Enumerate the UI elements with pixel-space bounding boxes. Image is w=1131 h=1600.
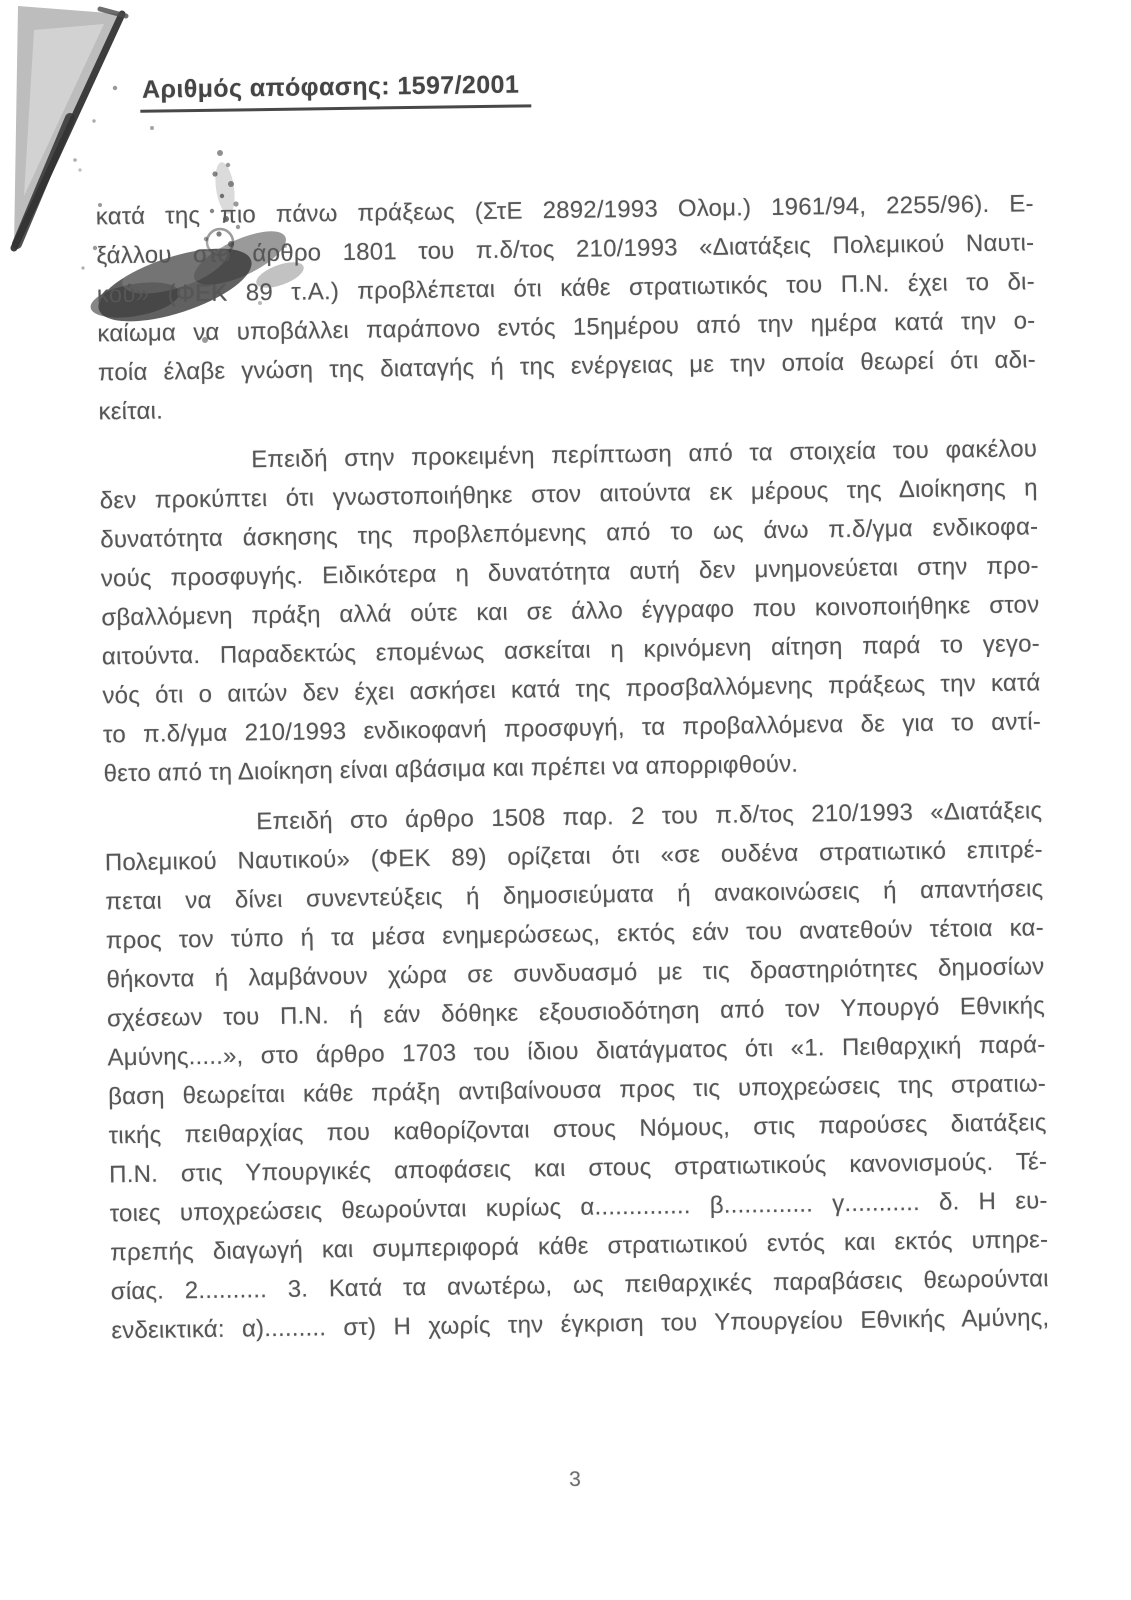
text-line: κού» (ΦΕΚ 89 τ.Α.) προβλέπεται ότι κάθε στρατιωτικός του Π.Ν. έχει το δι- (96, 268, 1035, 309)
text-line: τικής πειθαρχίας που καθορίζονται στους Νόμους, στις παρούσες διατάξεις (108, 1109, 1047, 1150)
text-line: σβαλλόμενη πράξη αλλά ούτε και σε άλλο έγγραφο που κοινοποιήθηκε στον (101, 591, 1040, 632)
text-line: νούς προσφυγής. Ειδικότερα η δυνατότητα αυτή δεν μνημονεύεται στην προ- (100, 552, 1039, 593)
text-line: αιτούντα. Παραδεκτώς επομένως ασκείται η κρινόμενη αίτηση παρά το γεγο- (101, 630, 1041, 671)
text-line: Π.Ν. στις Υπουργικές αποφάσεις και στους στρατιωτικούς κανονισμούς. Τέ- (109, 1148, 1048, 1189)
text-line: δεν προκύπτει ότι γνωστοποιήθηκε στον αιτούντα εκ μέρους της Διοίκησης η (99, 474, 1038, 515)
text-line: θήκοντα ή λαμβάνουν χώρα σε συνδυασμό με τις δραστηριότητες δημοσίων (106, 953, 1045, 994)
text-line: βαση θεωρείται κάθε πράξη αντιβαίνουσα προς τις υποχρεώσεις της στρατιω- (107, 1070, 1047, 1111)
text-line: Πολεμικού Ναυτικού» (ΦΕΚ 89) ορίζεται ότι «σε ουδένα στρατιωτικό επιτρέ- (104, 836, 1043, 877)
text-line: προς τον τύπο ή τα μέσα ενημερώσεως, εκτός εάν του ανατεθούν τέτοια κα- (105, 914, 1045, 955)
text-line: καίωμα να υποβάλλει παράπονο εντός 15ημέρου από την ημέρα κατά την ο- (97, 307, 1036, 348)
text-line: Επειδή στην προκειμένη περίπτωση από τα στοιχεία του φακέλου (251, 435, 1038, 474)
text-line: τοιες υποχρεώσεις θεωρούνται κυρίως α.............. β............. γ........... δ. Η ευ- (109, 1187, 1048, 1228)
document-body (96, 184, 1050, 1350)
text-line: κείται. (98, 397, 164, 426)
text-line: νός ότι ο αιτών δεν έχει ασκήσει κατά της προσβαλλόμενης πράξεως την κατά (102, 669, 1041, 710)
text-line: το π.δ/γμα 210/1993 ενδικοφανή προσφυγή, τα προβαλλόμενα δε για το αντί- (102, 708, 1042, 749)
text-line: ενδεικτικά: α)......... στ) Η χωρίς την έγκριση του Υπουργείου Εθνικής Αμύνης, (111, 1304, 1050, 1345)
text-line: ξάλλου στο άρθρο 1801 του π.δ/τος 210/1993 «Διατάξεις Πολεμικού Ναυτι- (96, 229, 1035, 270)
text-line: ποία έλαβε γνώση της διαταγής ή της ενέργειας με την οποία θεωρεί ότι αδι- (97, 346, 1037, 387)
paragraph (99, 429, 1042, 793)
text-line: δυνατότητα άσκησης της προβλεπόμενης από το ως άνω π.δ/γμα ενδικοφα- (100, 513, 1039, 554)
paragraph (96, 184, 1037, 431)
page-number: 3 (568, 1467, 581, 1491)
text-line: Επειδή στο άρθρο 1508 παρ. 2 του π.δ/τος 210/1993 «Διατάξεις (256, 797, 1043, 836)
decision-number-heading: Αριθμός απόφασης: 1597/2001 (140, 70, 532, 112)
text-line: πεται να δίνει συνεντεύξεις ή δημοσιεύματα ή ανακοινώσεις ή απαντήσεις (105, 875, 1044, 916)
text-line: σίας. 2.......... 3. Κατά τα ανωτέρω, ως πειθαρχικές παραβάσεις θεωρούνται (110, 1265, 1049, 1306)
text-line: κατά της πιο πάνω πράξεως (ΣτΕ 2892/1993 Ολομ.) 1961/94, 2255/96). Ε- (95, 190, 1034, 231)
text-line: σχέσεων του Π.Ν. ή εάν δόθηκε εξουσιοδότηση από τον Υπουργό Εθνικής (106, 992, 1046, 1033)
text-line: πρεπής διαγωγή και συμπεριφορά κάθε στρατιωτικού εντός και εκτός υπηρε- (110, 1226, 1049, 1267)
paragraph (104, 791, 1050, 1350)
text-line: Αμύνης.....», στο άρθρο 1703 του ίδιου διατάγματος ότι «1. Πειθαρχική παρά- (107, 1031, 1046, 1072)
text-line: θετο από τη Διοίκηση είναι αβάσιμα και πρέπει να απορριφθούν. (103, 750, 799, 788)
